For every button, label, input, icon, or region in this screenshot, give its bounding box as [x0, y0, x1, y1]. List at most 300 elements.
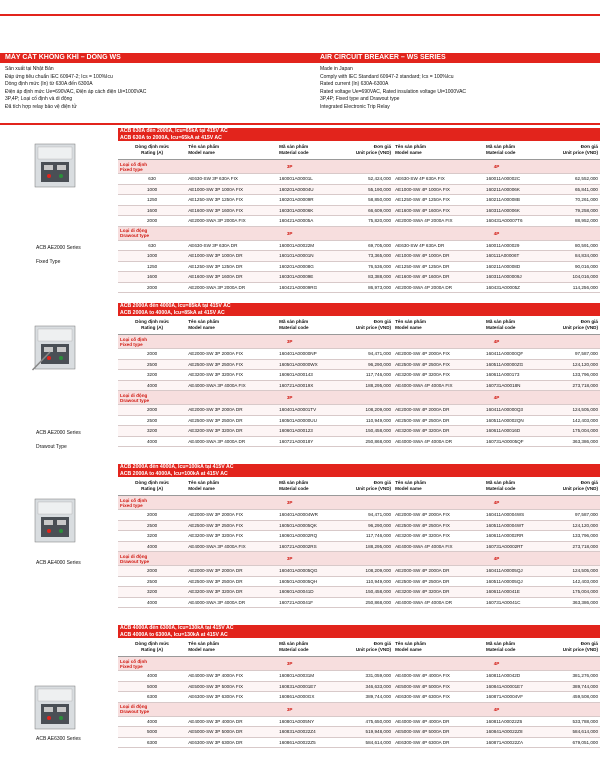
- breaker-image: [30, 140, 80, 190]
- price-4p-cell: 90,016,000: [547, 261, 600, 272]
- model-4p-cell: AE6300-SW 4P 6300A DR: [393, 737, 484, 748]
- price-3p-cell: 389,744,000: [340, 692, 393, 703]
- code-3p-cell: 160601A000143: [277, 370, 340, 381]
- table-row: [118, 587, 600, 598]
- model-3p-cell: AE2000-SW 3P 2000A DR: [186, 566, 277, 577]
- table-row: [118, 531, 600, 542]
- code-4p-cell: 160311A00006K: [484, 205, 547, 216]
- code-4p-cell: 160731A00002RT: [484, 541, 547, 552]
- column-header-en: Rating (A): [141, 485, 164, 491]
- column-header-en: Material code: [279, 485, 309, 491]
- price-3p-cell: 52,424,000: [340, 174, 393, 185]
- intro-vietnamese: [5, 66, 146, 112]
- price-3p-cell: 73,365,000: [340, 251, 393, 262]
- code-4p-cell: 160431A00007T6: [484, 216, 547, 227]
- model-3p-cell: AE5000-SW 3P 5000A DR: [186, 727, 277, 738]
- table-row: [118, 716, 600, 727]
- rating-cell: 3200: [118, 587, 186, 598]
- rating-cell: 2000: [118, 216, 186, 227]
- rating-cell: 2000: [118, 566, 186, 577]
- column-header-code: [484, 641, 547, 657]
- intro-line: Made in Japan: [320, 66, 353, 72]
- intro-line: Đáp ứng tiêu chuẩn IEC 60947-2; Ics = 100%Icu: [5, 73, 113, 80]
- price-4p-cell: 133,796,000: [547, 370, 600, 381]
- model-3p-cell: AE4000-SWA 3P 4000A DR: [186, 436, 277, 447]
- pole-4p-label: 4P: [393, 702, 600, 716]
- column-header-vi: Tên sản phẩm: [395, 480, 426, 485]
- pole-4p-label: 4P: [393, 335, 600, 349]
- code-4p-cell: 160611A000173: [484, 370, 547, 381]
- column-header-vi: Tên sản phẩm: [188, 641, 220, 646]
- rating-cell: 630: [118, 174, 186, 185]
- column-header-en: Unit price (VND): [355, 149, 392, 155]
- rating-cell: 1600: [118, 272, 186, 283]
- column-header-row: [118, 144, 600, 160]
- column-header-en: Material code: [279, 646, 309, 652]
- code-3p-cell: 160801A0005NY: [277, 716, 340, 727]
- model-3p-cell: AE630-SW 3P 630A DR: [186, 240, 277, 251]
- column-header-price: [547, 641, 600, 657]
- fixed-label-vi: Loại cố định: [120, 497, 148, 503]
- column-header-en: Material code: [486, 324, 516, 330]
- table-row: [118, 205, 600, 216]
- code-3p-cell: 160401A00005QG: [277, 566, 340, 577]
- price-3p-cell: 475,650,000: [340, 716, 393, 727]
- column-header-en: Model name: [395, 485, 422, 491]
- code-4p-cell: 160731A00041C: [484, 597, 547, 608]
- column-header-rating: [118, 319, 186, 335]
- pole-4p-label: 4P: [393, 496, 600, 510]
- price-3p-cell: 584,614,000: [340, 737, 393, 748]
- fixed-label-vi: Loại cố định: [120, 336, 148, 342]
- price-3p-cell: 55,190,000: [340, 184, 393, 195]
- fixed-label-en: Fixed type: [120, 166, 143, 172]
- table-row: [118, 737, 600, 748]
- rating-cell: 4000: [118, 597, 186, 608]
- section-header-en: ACB 2000A to 4000A, Icu=100kA at 415V AC: [120, 470, 228, 477]
- table-row: [118, 216, 600, 227]
- column-header-en: Unit price (VND): [562, 646, 598, 652]
- product-caption: [0, 430, 118, 450]
- table-row: [118, 436, 600, 447]
- model-4p-cell: AE4000-SWA 4P 4000A DR: [393, 436, 484, 447]
- table-row: [118, 380, 600, 391]
- intro-line: 3P,4P; Fixed type and Drawout type: [320, 96, 400, 103]
- code-3p-cell: 160401A00004WR: [277, 510, 340, 521]
- column-header-en: Material code: [486, 149, 516, 155]
- drawout-type-label: [118, 552, 186, 566]
- rating-cell: 3200: [118, 531, 186, 542]
- table-row: [118, 415, 600, 426]
- code-4p-cell: 160411A00004WS: [484, 510, 547, 521]
- series-name: ACB AE4000 Series: [36, 560, 81, 566]
- column-header-vi: Đơn giá: [580, 480, 598, 485]
- column-header-price: [547, 144, 600, 160]
- column-header-rating: [118, 641, 186, 657]
- model-4p-cell: AE5000-SW 4P 5000A DR: [393, 727, 484, 738]
- code-3p-cell: 160401A00000NP: [277, 349, 340, 360]
- price-4p-cell: 97,587,000: [547, 349, 600, 360]
- divider: [0, 123, 600, 125]
- price-4p-cell: 584,614,000: [547, 727, 600, 738]
- table-row: [118, 184, 600, 195]
- fixed-label-en: Fixed type: [120, 341, 143, 347]
- table-row: [118, 510, 600, 521]
- column-header-en: Model name: [188, 646, 215, 652]
- code-3p-cell: 160721A00019X: [277, 380, 340, 391]
- table-row: [118, 359, 600, 370]
- rating-cell: 2000: [118, 405, 186, 416]
- fixed-label-vi: Loại cố định: [120, 161, 148, 167]
- pole-3p-label: 3P: [186, 657, 393, 671]
- price-3p-cell: 108,209,000: [340, 405, 393, 416]
- table-row: [118, 195, 600, 206]
- fixed-label-en: Fixed type: [120, 502, 143, 508]
- column-header-vi: Dòng định mức: [135, 641, 170, 646]
- fixed-type-label: [118, 496, 186, 510]
- model-3p-cell: AE3200-SW 3P 3200A DR: [186, 426, 277, 437]
- code-4p-cell: 160411A00000Q3: [484, 405, 547, 416]
- pole-3p-label: 3P: [186, 226, 393, 240]
- column-header-vi: Đơn giá: [580, 144, 598, 149]
- product-caption: [0, 245, 118, 265]
- pole-3p-label: 3P: [186, 391, 393, 405]
- series-name: ACB AE2000 Series: [36, 245, 81, 251]
- column-header-code: [277, 319, 340, 335]
- price-4p-cell: 142,403,000: [547, 415, 600, 426]
- pole-4p-label: 4P: [393, 391, 600, 405]
- rating-cell: 1600: [118, 205, 186, 216]
- table-row: [118, 349, 600, 360]
- code-4p-cell: 160111A00006T: [484, 251, 547, 262]
- column-header-row: [118, 319, 600, 335]
- price-4p-cell: 175,004,000: [547, 587, 600, 598]
- rating-cell: 1250: [118, 261, 186, 272]
- model-3p-cell: AE1250-SW 3P 1250A FIX: [186, 195, 277, 206]
- model-3p-cell: AE2500-SW 3P 2500A DR: [186, 576, 277, 587]
- model-4p-cell: AE6300-SW 4P 6300A FIX: [393, 692, 484, 703]
- model-3p-cell: AE4000-SWA 3P 4000A DR: [186, 597, 277, 608]
- rating-cell: 1000: [118, 184, 186, 195]
- drawout-type-label: [118, 391, 186, 405]
- price-4p-cell: 273,718,000: [547, 380, 600, 391]
- code-4p-cell: 160611A00002RR: [484, 531, 547, 542]
- type-name: Fixed Type: [36, 259, 61, 265]
- rating-cell: 2500: [118, 576, 186, 587]
- price-3p-cell: 86,973,000: [340, 282, 393, 293]
- fixed-type-band: [118, 335, 600, 349]
- column-header-model: [186, 144, 277, 160]
- column-header-en: Model name: [188, 324, 215, 330]
- model-3p-cell: AE1000-SW 3P 1000A FIX: [186, 184, 277, 195]
- price-4p-cell: 142,403,000: [547, 576, 600, 587]
- model-4p-cell: AE3200-SW 4P 3200A FIX: [393, 531, 484, 542]
- price-4p-cell: 273,718,000: [547, 541, 600, 552]
- intro-line: 3P,4P; Loại cố định và di động: [5, 96, 73, 103]
- column-header-price: [547, 319, 600, 335]
- code-4p-cell: 160871A00022ZA: [484, 737, 547, 748]
- code-3p-cell: 160001A00001L: [277, 174, 340, 185]
- code-4p-cell: 160811A00042D: [484, 671, 547, 682]
- column-header-vi: Mã sản phẩm: [279, 641, 309, 646]
- code-4p-cell: 160411A00005QJ: [484, 566, 547, 577]
- price-4p-cell: 80,591,000: [547, 240, 600, 251]
- price-4p-cell: 84,834,000: [547, 251, 600, 262]
- drawout-type-label: [118, 702, 186, 716]
- price-4p-cell: 175,004,000: [547, 426, 600, 437]
- model-4p-cell: AE3200-SW 4P 3200A DR: [393, 426, 484, 437]
- code-3p-cell: 160601A00002RQ: [277, 531, 340, 542]
- rating-cell: 2000: [118, 510, 186, 521]
- model-4p-cell: AE4000-SW 4P 4000A DR: [393, 716, 484, 727]
- price-4p-cell: 104,016,000: [547, 272, 600, 283]
- code-3p-cell: 160501A00000UU: [277, 415, 340, 426]
- model-4p-cell: AE1250-SW 4P 1250A DR: [393, 261, 484, 272]
- rating-cell: 6300: [118, 692, 186, 703]
- price-4p-cell: 381,276,000: [547, 671, 600, 682]
- price-3p-cell: 75,820,000: [340, 216, 393, 227]
- model-3p-cell: AE2500-SW 3P 2500A FIX: [186, 359, 277, 370]
- pole-4p-label: 4P: [393, 160, 600, 174]
- code-4p-cell: 160411A00000QF: [484, 349, 547, 360]
- column-header-model: [393, 641, 484, 657]
- model-3p-cell: AE2500-SW 3P 2500A DR: [186, 415, 277, 426]
- price-3p-cell: 117,746,000: [340, 370, 393, 381]
- column-header-vi: Tên sản phẩm: [395, 144, 426, 149]
- table-row: [118, 240, 600, 251]
- fixed-label-vi: Loại cố định: [120, 658, 148, 664]
- price-table: [118, 319, 600, 447]
- section-header-en: ACB 630A to 2000A, Icu=65kA at 415V AC: [120, 134, 222, 141]
- code-3p-cell: 160401A00001TV: [277, 405, 340, 416]
- section-header-vi: ACB 4000A đến 6300A, Icu=130kA tại 415V AC: [120, 625, 234, 631]
- model-4p-cell: AE2000-SWA 4P 2000A FIX: [393, 216, 484, 227]
- code-3p-cell: 160101A00001N: [277, 251, 340, 262]
- column-header-vi: Mã sản phẩm: [279, 319, 309, 324]
- code-3p-cell: 160861A0000GX: [277, 692, 340, 703]
- price-4p-cell: 70,261,000: [547, 195, 600, 206]
- code-4p-cell: 160731A00005QF: [484, 436, 547, 447]
- price-4p-cell: 124,120,000: [547, 520, 600, 531]
- column-header-vi: Mã sản phẩm: [486, 319, 516, 324]
- column-header-vi: Dòng định mức: [135, 480, 170, 485]
- model-4p-cell: AE2000-SW 4P 2000A DR: [393, 405, 484, 416]
- column-header-en: Material code: [486, 646, 516, 652]
- model-3p-cell: AE6300-SW 3P 6300A DR: [186, 737, 277, 748]
- price-3p-cell: 96,290,000: [340, 520, 393, 531]
- table-row: [118, 692, 600, 703]
- price-4p-cell: 88,952,000: [547, 216, 600, 227]
- section-header-vi: ACB 2000A đến 4000A, Icu=100kA tại 415V AC: [120, 464, 234, 470]
- fixed-type-band: [118, 657, 600, 671]
- section-header: [118, 625, 600, 638]
- model-3p-cell: AE630-SW 3P 630A FIX: [186, 174, 277, 185]
- section-header: [118, 128, 600, 141]
- column-header-en: Model name: [395, 324, 422, 330]
- column-header-price: [547, 480, 600, 496]
- price-table: [118, 480, 600, 608]
- code-4p-cell: 160511A00005QJ: [484, 576, 547, 587]
- drawout-label-en: Drawout type: [120, 709, 150, 714]
- rating-cell: 4000: [118, 716, 186, 727]
- price-4p-cell: 133,796,000: [547, 531, 600, 542]
- column-header-en: Unit price (VND): [562, 149, 598, 155]
- fixed-type-label: [118, 657, 186, 671]
- model-4p-cell: AE4000-SWA 4P 4000A FIX: [393, 380, 484, 391]
- model-4p-cell: AE5000-SW 4P 5000A FIX: [393, 681, 484, 692]
- table-row: [118, 261, 600, 272]
- price-4p-cell: 65,841,000: [547, 184, 600, 195]
- model-3p-cell: AE1600-SW 3P 1600A FIX: [186, 205, 277, 216]
- model-4p-cell: AE630-SW 4P 630A DR: [393, 240, 484, 251]
- model-3p-cell: AE5000-SW 3P 5000A FIX: [186, 681, 277, 692]
- column-header-vi: Dòng định mức: [135, 144, 170, 149]
- price-4p-cell: 124,505,000: [547, 405, 600, 416]
- code-4p-cell: 160511A00002QN: [484, 415, 547, 426]
- code-4p-cell: 160511A00004WT: [484, 520, 547, 531]
- price-3p-cell: 94,471,000: [340, 349, 393, 360]
- model-3p-cell: AE4000-SW 3P 4000A FIX: [186, 671, 277, 682]
- section-header-en: ACB 4000A to 6300A, Icu=130kA at 415V AC: [120, 631, 228, 638]
- code-4p-cell: 160841A00001E7: [484, 681, 547, 692]
- model-4p-cell: AE4000-SWA 4P 4000A DR: [393, 597, 484, 608]
- price-3p-cell: 150,458,000: [340, 426, 393, 437]
- rating-cell: 1000: [118, 251, 186, 262]
- column-header-vi: Đơn giá: [373, 480, 392, 485]
- price-3p-cell: 96,290,000: [340, 359, 393, 370]
- model-3p-cell: AE3200-SW 3P 3200A DR: [186, 587, 277, 598]
- table-row: [118, 174, 600, 185]
- section-header: [118, 303, 600, 316]
- pole-3p-label: 3P: [186, 702, 393, 716]
- product-caption: [0, 736, 118, 750]
- price-4p-cell: 124,505,000: [547, 566, 600, 577]
- column-header-model: [393, 319, 484, 335]
- model-3p-cell: AE1600-SW 3P 1600A DR: [186, 272, 277, 283]
- code-4p-cell: 160311A000009J: [484, 272, 547, 283]
- model-4p-cell: AE3200-SW 4P 3200A FIX: [393, 370, 484, 381]
- price-3p-cell: 519,948,000: [340, 727, 393, 738]
- code-4p-cell: 160871A00004VF: [484, 692, 547, 703]
- code-3p-cell: 160501A00005QK: [277, 520, 340, 531]
- column-header-en: Rating (A): [141, 646, 164, 652]
- column-header-vi: Mã sản phẩm: [486, 144, 516, 149]
- code-3p-cell: 160831A00022Z4: [277, 727, 340, 738]
- code-3p-cell: 160001A00022M: [277, 240, 340, 251]
- code-3p-cell: 160301A00006K: [277, 205, 340, 216]
- price-4p-cell: 679,051,000: [547, 737, 600, 748]
- table-row: [118, 541, 600, 552]
- rating-cell: 2500: [118, 520, 186, 531]
- rating-cell: 2000: [118, 349, 186, 360]
- price-4p-cell: 363,386,000: [547, 436, 600, 447]
- drawout-label-en: Drawout type: [120, 233, 150, 238]
- model-4p-cell: AE2500-SW 4P 2500A FIX: [393, 359, 484, 370]
- column-header-vi: Tên sản phẩm: [188, 480, 220, 485]
- column-header-vi: Đơn giá: [373, 144, 392, 149]
- intro-english: [320, 66, 466, 112]
- price-4p-cell: 533,788,000: [547, 716, 600, 727]
- fixed-label-en: Fixed type: [120, 663, 143, 669]
- table-row: [118, 272, 600, 283]
- column-header-en: Rating (A): [141, 324, 164, 330]
- price-3p-cell: 250,868,000: [340, 436, 393, 447]
- price-4p-cell: 124,120,000: [547, 359, 600, 370]
- code-4p-cell: 160841A00022Z8: [484, 727, 547, 738]
- column-header-price: [340, 144, 393, 160]
- column-header-en: Unit price (VND): [355, 485, 392, 491]
- fixed-type-band: [118, 496, 600, 510]
- price-4p-cell: 97,587,000: [547, 510, 600, 521]
- drawout-type-band: [118, 391, 600, 405]
- section-header-vi: ACB 2000A đến 4000A, Icu=85kA tại 415V AC: [120, 303, 231, 309]
- pole-4p-label: 4P: [393, 552, 600, 566]
- pole-3p-label: 3P: [186, 552, 393, 566]
- model-3p-cell: AE2000-SW 3P 2000A FIX: [186, 349, 277, 360]
- model-3p-cell: AE2000-SWA 3P 2000A FIX: [186, 216, 277, 227]
- model-3p-cell: AE3200-SW 3P 3200A FIX: [186, 370, 277, 381]
- column-header-price: [340, 319, 393, 335]
- model-4p-cell: AE630-SW 4P 630A FIX: [393, 174, 484, 185]
- code-3p-cell: 160421A00005A: [277, 216, 340, 227]
- price-4p-cell: 114,256,000: [547, 282, 600, 293]
- intro-line: Dòng định mức (In) từ 630A đến 6300A: [5, 81, 93, 88]
- type-name: Drawout Type: [36, 444, 67, 450]
- code-4p-cell: 160211A00008D: [484, 261, 547, 272]
- rating-cell: 2000: [118, 282, 186, 293]
- fixed-type-band: [118, 160, 600, 174]
- code-3p-cell: 160601A000123: [277, 426, 340, 437]
- model-4p-cell: AE1000-SW 4P 1000A DR: [393, 251, 484, 262]
- rating-cell: 5000: [118, 727, 186, 738]
- column-header-code: [277, 144, 340, 160]
- column-header-vi: Đơn giá: [373, 319, 392, 324]
- code-3p-cell: 160201A00004U: [277, 184, 340, 195]
- model-4p-cell: AE2000-SWA 4P 2000A DR: [393, 282, 484, 293]
- code-4p-cell: 160511A00000ZG: [484, 359, 547, 370]
- series-name: ACB AE2000 Series: [36, 430, 81, 436]
- drawout-label-vi: Loại di động: [120, 392, 148, 398]
- product-caption: [0, 560, 118, 574]
- code-3p-cell: 160801A00031M: [277, 671, 340, 682]
- price-3p-cell: 69,705,000: [340, 240, 393, 251]
- model-3p-cell: AE4000-SWA 3P 4000A FIX: [186, 380, 277, 391]
- column-header-vi: Tên sản phẩm: [395, 319, 426, 324]
- column-header-code: [484, 319, 547, 335]
- pole-3p-label: 3P: [186, 496, 393, 510]
- column-header-rating: [118, 144, 186, 160]
- column-header-en: Model name: [395, 149, 422, 155]
- model-4p-cell: AE2000-SW 4P 2000A DR: [393, 566, 484, 577]
- table-row: [118, 597, 600, 608]
- model-4p-cell: AE2000-SW 4P 2000A FIX: [393, 510, 484, 521]
- rating-cell: 2500: [118, 415, 186, 426]
- breaker-image: [30, 495, 80, 545]
- intro-line: Sản xuất tại Nhật Bản: [5, 66, 54, 72]
- price-4p-cell: 389,744,000: [547, 681, 600, 692]
- column-header-en: Unit price (VND): [562, 485, 598, 491]
- table-row: [118, 566, 600, 577]
- fixed-type-label: [118, 335, 186, 349]
- drawout-label-vi: Loại di động: [120, 553, 148, 559]
- code-3p-cell: 160421A00009RG: [277, 282, 340, 293]
- code-4p-cell: 160731A00018N: [484, 380, 547, 391]
- drawout-label-en: Drawout type: [120, 558, 150, 564]
- drawout-type-band: [118, 702, 600, 716]
- column-header-en: Model name: [395, 646, 422, 652]
- column-header-vi: Tên sản phẩm: [188, 319, 220, 324]
- model-3p-cell: AE1250-SW 3P 1250A DR: [186, 261, 277, 272]
